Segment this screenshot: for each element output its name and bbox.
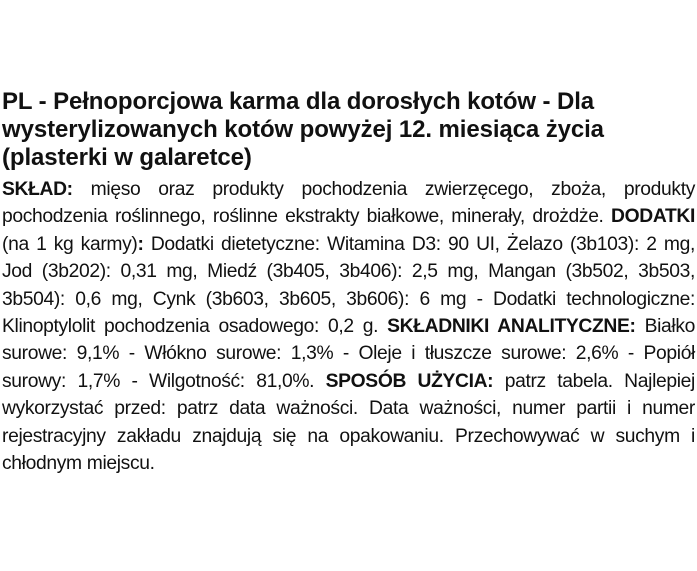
additives-title: DODATKI xyxy=(611,206,695,228)
additives-colon: : xyxy=(137,233,151,255)
composition-title: SKŁAD: xyxy=(2,179,73,200)
label-body xyxy=(2,176,695,477)
analytical-title: SKŁADNIKI ANALITYCZNE: xyxy=(387,316,636,338)
additives-unit: (na 1 kg karmy) xyxy=(2,233,138,255)
product-label xyxy=(2,88,695,477)
usage-title: SPOSÓB UŻYCIA: xyxy=(325,370,494,392)
composition-text: mięso oraz produkty pochodzenia zwierzęcego, zboża, produkty pochodzenia roślinnego, roślinne ekstrakty białkowe, minerały, drożdże. xyxy=(2,179,695,228)
label-heading: PL - Pełnoporcjowa karma dla dorosłych kotów - Dla wysterylizowanych kotów powyżej 12. miesiąca życia (plasterki w galaretce) xyxy=(2,88,604,171)
analytical-text: Białko surowe: 9,1% - Włókno surowe: 1,3% - Oleje i tłuszcze surowe: 2,6% - Popiół surowy: 1,7% - Wilgotność: 81,0%. xyxy=(2,316,695,392)
usage-text: patrz tabela. Najlepiej wykorzystać przed: patrz data ważności. Data ważności, numer partii i numer rejestracyjny zakładu znajdują się na opakowaniu. Przechowywać w suchym i chłodnym miejscu. xyxy=(2,370,695,475)
additives-text: Dodatki dietetyczne: Witamina D3: 90 UI, Żelazo (3b103): 2 mg, Jod (3b202): 0,31 mg, Miedź (3b405, 3b406): 2,5 mg, Mangan (3b502, 3b503, 3b504): 0,6 mg, Cynk (3b603, 3b605, 3b606): 6 mg - Dodatki technologiczne: Klinoptylolit pochodzenia osadowego: 0,2 g. xyxy=(2,233,695,338)
